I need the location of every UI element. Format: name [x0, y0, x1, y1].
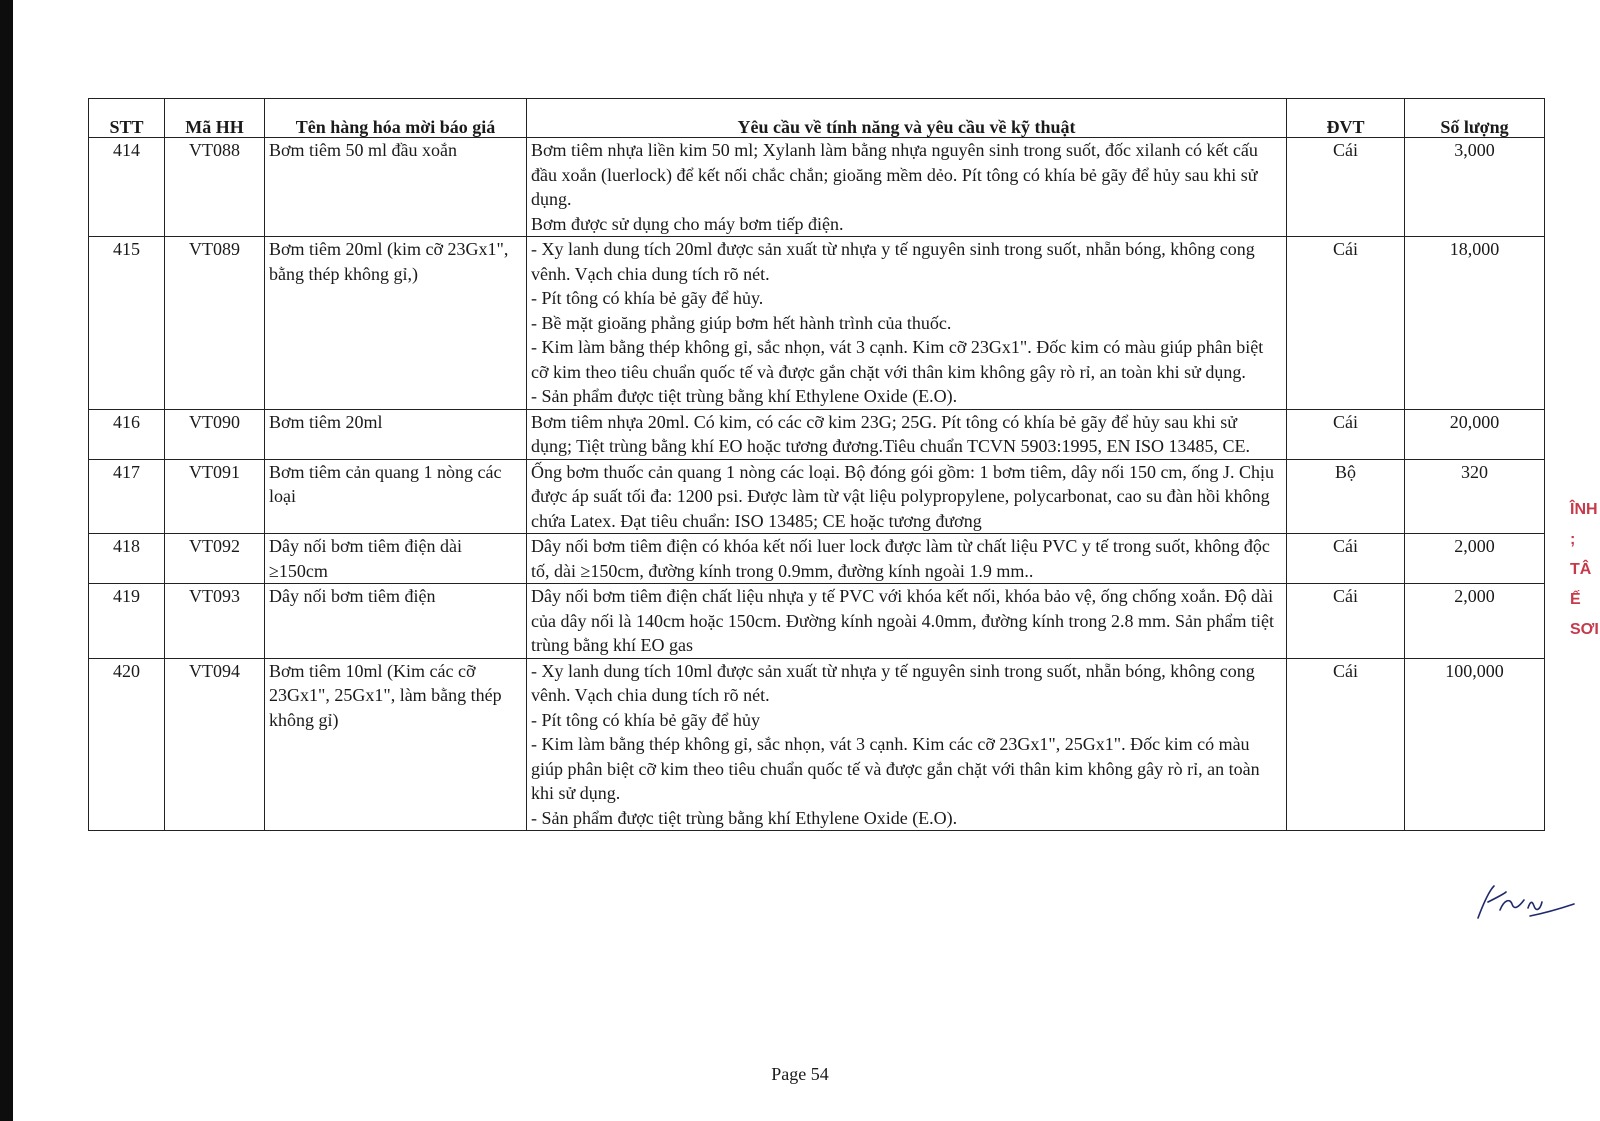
- signature-mark: [1470, 880, 1580, 930]
- cell-unit: Cái: [1287, 534, 1405, 584]
- cell-name: Dây nối bơm tiêm điện: [265, 584, 527, 659]
- cell-code: VT089: [165, 237, 265, 410]
- table-row: [89, 237, 1545, 410]
- table-row: [89, 459, 1545, 534]
- cell-qty: 320: [1405, 459, 1545, 534]
- cell-stt: 418: [89, 534, 165, 584]
- cell-unit: Cái: [1287, 237, 1405, 410]
- cell-stt: 415: [89, 237, 165, 410]
- cell-qty: 2,000: [1405, 534, 1545, 584]
- cell-name: Bơm tiêm 20ml: [265, 409, 527, 459]
- cell-name: Bơm tiêm 50 ml đầu xoắn: [265, 138, 527, 237]
- cell-name: Dây nối bơm tiêm điện dài ≥150cm: [265, 534, 527, 584]
- table-row: [89, 584, 1545, 659]
- table-row: [89, 409, 1545, 459]
- cell-unit: Cái: [1287, 138, 1405, 237]
- cell-unit: Cái: [1287, 409, 1405, 459]
- quotation-table: [88, 98, 1545, 831]
- cell-spec: Ống bơm thuốc cản quang 1 nòng các loại. Bộ đóng gói gồm: 1 bơm tiêm, dây nối 150 cm, ống J. Chịu được áp suất tối đa: 1200 psi. Được làm từ vật liệu polypropylene, polycarbonat, cao su đàn hồi không chứa Latex. Đạt tiêu chuẩn: ISO 13485; CE hoặc tương đương: [527, 459, 1287, 534]
- stamp-text: SƠI: [1570, 621, 1599, 638]
- red-stamp-fragment: [1564, 495, 1600, 695]
- header-qty: Số lượng: [1405, 99, 1545, 138]
- page-number: Page 54: [771, 1064, 829, 1084]
- cell-spec: - Xy lanh dung tích 20ml được sản xuất từ nhựa y tế nguyên sinh trong suốt, nhẵn bóng, không cong vênh. Vạch chia dung tích rõ nét. - Pít tông có khía bẻ gãy để hủy. - Bề mặt gioăng phẳng giúp bơm hết hành trình của thuốc. - Kim làm bằng thép không gỉ, sắc nhọn, vát 3 cạnh. Kim cỡ 23Gx1". Đốc kim có màu giúp phân biệt cỡ kim theo tiêu chuẩn quốc tế và được gắn chặt với thân kim không gây rò rỉ, an toàn khi sử dụng. - Sản phẩm được tiệt trùng bằng khí Ethylene Oxide (E.O).: [527, 237, 1287, 410]
- cell-spec: Dây nối bơm tiêm điện chất liệu nhựa y tế PVC với khóa kết nối, khóa bảo vệ, ống chống xoắn. Độ dài của dây nối là 140cm hoặc 150cm. Đường kính ngoài 4.0mm, đường kính trong 2.8 mm. Sản phẩm tiệt trùng bằng khí EO gas: [527, 584, 1287, 659]
- table-row: [89, 534, 1545, 584]
- stamp-text: ; TÂ: [1570, 531, 1592, 578]
- cell-code: VT088: [165, 138, 265, 237]
- cell-code: VT090: [165, 409, 265, 459]
- cell-stt: 419: [89, 584, 165, 659]
- table-header-row: [89, 99, 1545, 138]
- cell-name: Bơm tiêm cản quang 1 nòng các loại: [265, 459, 527, 534]
- cell-spec: Dây nối bơm tiêm điện có khóa kết nối luer lock được làm từ chất liệu PVC y tế trong suốt, không độc tố, dài ≥150cm, đường kính trong 0.9mm, đường kính ngoài 1.9 mm..: [527, 534, 1287, 584]
- cell-stt: 416: [89, 409, 165, 459]
- stamp-text: ÎNH: [1570, 501, 1598, 518]
- stamp-text: Ế: [1570, 591, 1581, 608]
- cell-code: VT094: [165, 658, 265, 831]
- header-name: Tên hàng hóa mời báo giá: [265, 99, 527, 138]
- cell-spec: Bơm tiêm nhựa 20ml. Có kim, có các cỡ kim 23G; 25G. Pít tông có khía bẻ gãy để hủy sau khi sử dụng; Tiệt trùng bằng khí EO hoặc tương đương.Tiêu chuẩn TCVN 5903:1995, EN ISO 13485, CE.: [527, 409, 1287, 459]
- table-row: [89, 658, 1545, 831]
- header-spec: Yêu cầu về tính năng và yêu cầu về kỹ thuật: [527, 99, 1287, 138]
- cell-stt: 414: [89, 138, 165, 237]
- cell-qty: 20,000: [1405, 409, 1545, 459]
- cell-code: VT091: [165, 459, 265, 534]
- cell-unit: Bộ: [1287, 459, 1405, 534]
- cell-unit: Cái: [1287, 658, 1405, 831]
- cell-name: Bơm tiêm 10ml (Kim các cỡ 23Gx1", 25Gx1", làm bằng thép không gỉ): [265, 658, 527, 831]
- cell-stt: 420: [89, 658, 165, 831]
- cell-unit: Cái: [1287, 584, 1405, 659]
- header-stt: STT: [89, 99, 165, 138]
- cell-stt: 417: [89, 459, 165, 534]
- cell-spec: Bơm tiêm nhựa liền kim 50 ml; Xylanh làm bằng nhựa nguyên sinh trong suốt, đốc xilanh có kết cấu đầu xoắn (luerlock) để kết nối chắc chắn; gioăng mềm dẻo. Pít tông có khía bẻ gãy để hủy sau khi sử dụng. Bơm được sử dụng cho máy bơm tiếp điện.: [527, 138, 1287, 237]
- scan-edge-border: [0, 0, 13, 1121]
- cell-spec: - Xy lanh dung tích 10ml được sản xuất từ nhựa y tế nguyên sinh trong suốt, nhẵn bóng, không cong vênh. Vạch chia dung tích rõ nét. - Pít tông có khía bẻ gãy để hủy - Kim làm bằng thép không gỉ, sắc nhọn, vát 3 cạnh. Kim các cỡ 23Gx1", 25Gx1". Đốc kim có màu giúp phân biệt cỡ kim theo tiêu chuẩn quốc tế và được gắn chặt với thân kim không gây rò rỉ, an toàn khi sử dụng. - Sản phẩm được tiệt trùng bằng khí Ethylene Oxide (E.O).: [527, 658, 1287, 831]
- cell-qty: 100,000: [1405, 658, 1545, 831]
- cell-code: VT092: [165, 534, 265, 584]
- cell-name: Bơm tiêm 20ml (kim cỡ 23Gx1", bằng thép không gỉ,): [265, 237, 527, 410]
- handwritten-signature: [1470, 880, 1580, 935]
- header-unit: ĐVT: [1287, 99, 1405, 138]
- cell-qty: 18,000: [1405, 237, 1545, 410]
- cell-qty: 3,000: [1405, 138, 1545, 237]
- cell-code: VT093: [165, 584, 265, 659]
- cell-qty: 2,000: [1405, 584, 1545, 659]
- header-code: Mã HH: [165, 99, 265, 138]
- table-row: [89, 138, 1545, 237]
